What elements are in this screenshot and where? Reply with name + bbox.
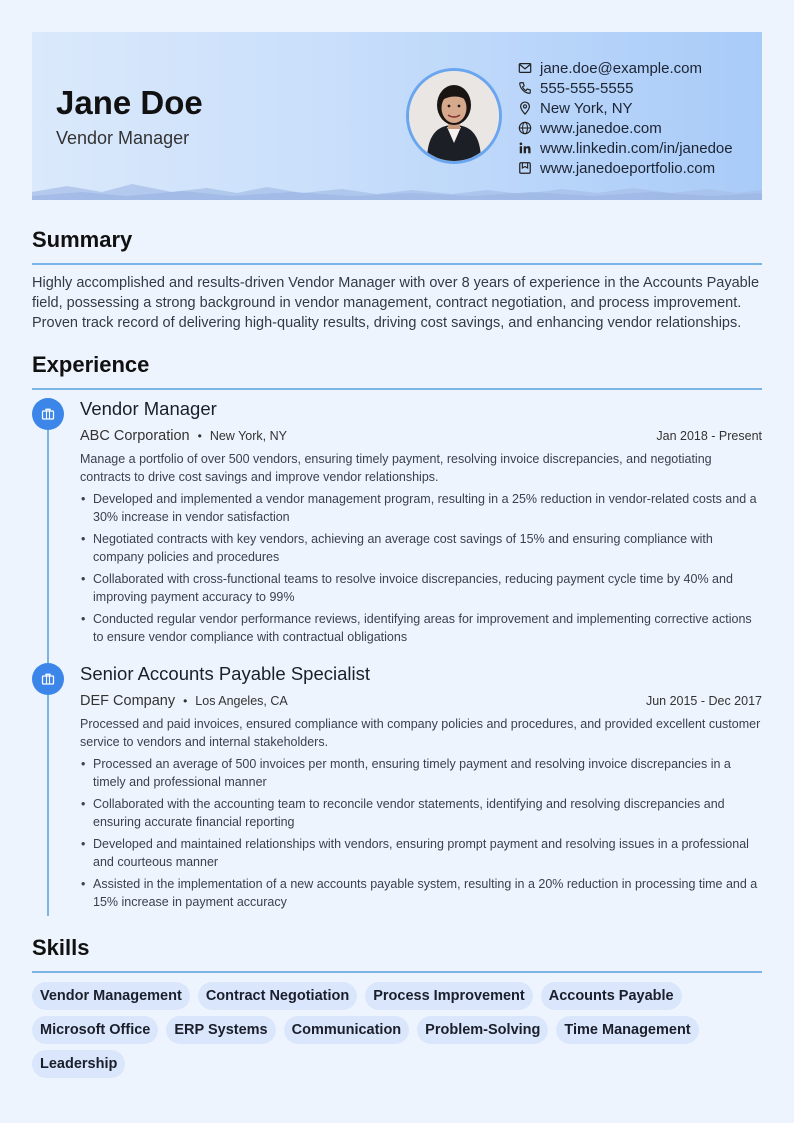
section-divider xyxy=(32,388,762,390)
contact-portfolio[interactable] xyxy=(518,158,733,178)
skill-chip: Communication xyxy=(284,1016,410,1044)
bullet-item: • Developed and implemented a vendor management program, resulting in a 25% reduction in vendor-related costs and a 30% increase in vendor satisfaction xyxy=(80,490,762,526)
linkedin-icon xyxy=(518,140,540,156)
experience-heading: Experience xyxy=(32,352,150,377)
job-description: Processed and paid invoices, ensured compliance with company policies and procedures, and provided excellent customer service to vendors and internal stakeholders. xyxy=(80,717,761,749)
job-dates: Jun 2015 - Dec 2017 xyxy=(645,694,762,708)
phone-icon xyxy=(518,80,540,96)
job-meta xyxy=(80,424,762,448)
separator-dot: • xyxy=(183,694,188,708)
globe-icon xyxy=(518,120,540,136)
skills-heading: Skills xyxy=(32,935,90,960)
job-company: DEF Company xyxy=(80,693,176,709)
bullet-item: • Negotiated contracts with key vendors, achieving an average cost savings of 15% and ensuring compliance with company policies and procedures xyxy=(80,530,762,566)
candidate-name: Jane Doe xyxy=(56,84,203,121)
skill-chip: Process Improvement xyxy=(365,982,533,1010)
skill-chip: Problem-Solving xyxy=(417,1016,548,1044)
location-icon xyxy=(518,100,540,116)
contact-location xyxy=(518,98,733,118)
job-dates: Jan 2018 - Present xyxy=(656,429,762,443)
mail-icon xyxy=(518,60,540,76)
candidate-title: Vendor Manager xyxy=(56,128,190,148)
job-bullets xyxy=(80,490,762,646)
job-title: Vendor Manager xyxy=(80,398,217,419)
contact-website[interactable] xyxy=(518,118,733,138)
bullet-item: • Assisted in the implementation of a new accounts payable system, resulting in a 20% reduction in processing time and a 15% increase in payment accuracy xyxy=(80,875,762,911)
job-title: Senior Accounts Payable Specialist xyxy=(80,663,371,684)
bullet-item: • Conducted regular vendor performance reviews, identifying areas for improvement and implementing corrective actions to ensure vendor compliance with contractual obligations xyxy=(80,610,762,646)
contact-email[interactable] xyxy=(518,58,733,78)
bullet-item: • Processed an average of 500 invoices per month, ensuring timely payment and resolving invoice discrepancies in a timely and professional manner xyxy=(80,755,762,791)
contact-list xyxy=(518,58,733,178)
job-company: ABC Corporation xyxy=(80,428,190,444)
skill-chip: Microsoft Office xyxy=(32,1016,158,1044)
summary-text: Highly accomplished and results-driven Vendor Manager with over 8 years of experience in the Accounts Payable field, possessing a strong background in vendor management, contract negotiation, and process improvement. Proven track record of delivering high-quality results, driving cost savings, and enhancing vendor relationships. xyxy=(32,275,760,331)
avatar xyxy=(406,68,502,164)
bullet-item: • Collaborated with cross-functional teams to resolve invoice discrepancies, reducing payment cycle time by 40% and improving payment accuracy to 99% xyxy=(80,570,762,606)
skills-list xyxy=(32,982,762,1078)
contact-phone[interactable] xyxy=(518,78,733,98)
skill-chip: Vendor Management xyxy=(32,982,190,1010)
briefcase-icon xyxy=(32,663,64,695)
skill-chip: ERP Systems xyxy=(166,1016,275,1044)
summary-heading: Summary xyxy=(32,227,133,252)
job-location: New York, NY xyxy=(209,429,287,443)
job-meta xyxy=(80,689,762,713)
resume-header xyxy=(32,32,762,200)
job-location: Los Angeles, CA xyxy=(195,694,288,708)
portrait-image xyxy=(409,71,499,161)
skill-chip: Contract Negotiation xyxy=(198,982,357,1010)
contact-text: www.linkedin.com/in/janedoe xyxy=(540,139,733,157)
job-description: Manage a portfolio of over 500 vendors, ensuring timely payment, resolving invoice discrepancies, and negotiating contracts to drive cost savings and improve vendor relationships. xyxy=(80,452,712,484)
portfolio-icon xyxy=(518,160,540,176)
skill-chip: Leadership xyxy=(32,1050,125,1078)
separator-dot: • xyxy=(197,429,202,443)
bullet-item: • Collaborated with the accounting team to reconcile vendor statements, identifying and resolving discrepancies and ensuring accurate financial reporting xyxy=(80,795,762,831)
job-entry xyxy=(80,398,762,650)
briefcase-icon xyxy=(32,398,64,430)
job-entry xyxy=(80,663,762,915)
contact-text: New York, NY xyxy=(540,99,633,117)
contact-text: jane.doe@example.com xyxy=(540,59,702,77)
contact-text: www.janedoeportfolio.com xyxy=(540,159,716,177)
skill-chip: Accounts Payable xyxy=(541,982,682,1010)
bullet-item: • Developed and maintained relationships with vendors, ensuring prompt payment and resolving issues in a professional and courteous manner xyxy=(80,835,762,871)
contact-text: 555-555-5555 xyxy=(540,79,634,97)
job-bullets xyxy=(80,755,762,911)
contact-text: www.janedoe.com xyxy=(540,119,662,137)
section-divider xyxy=(32,971,762,973)
section-divider xyxy=(32,263,762,265)
header-wave-decoration xyxy=(32,180,762,200)
contact-linkedin[interactable] xyxy=(518,138,733,158)
skill-chip: Time Management xyxy=(556,1016,698,1044)
